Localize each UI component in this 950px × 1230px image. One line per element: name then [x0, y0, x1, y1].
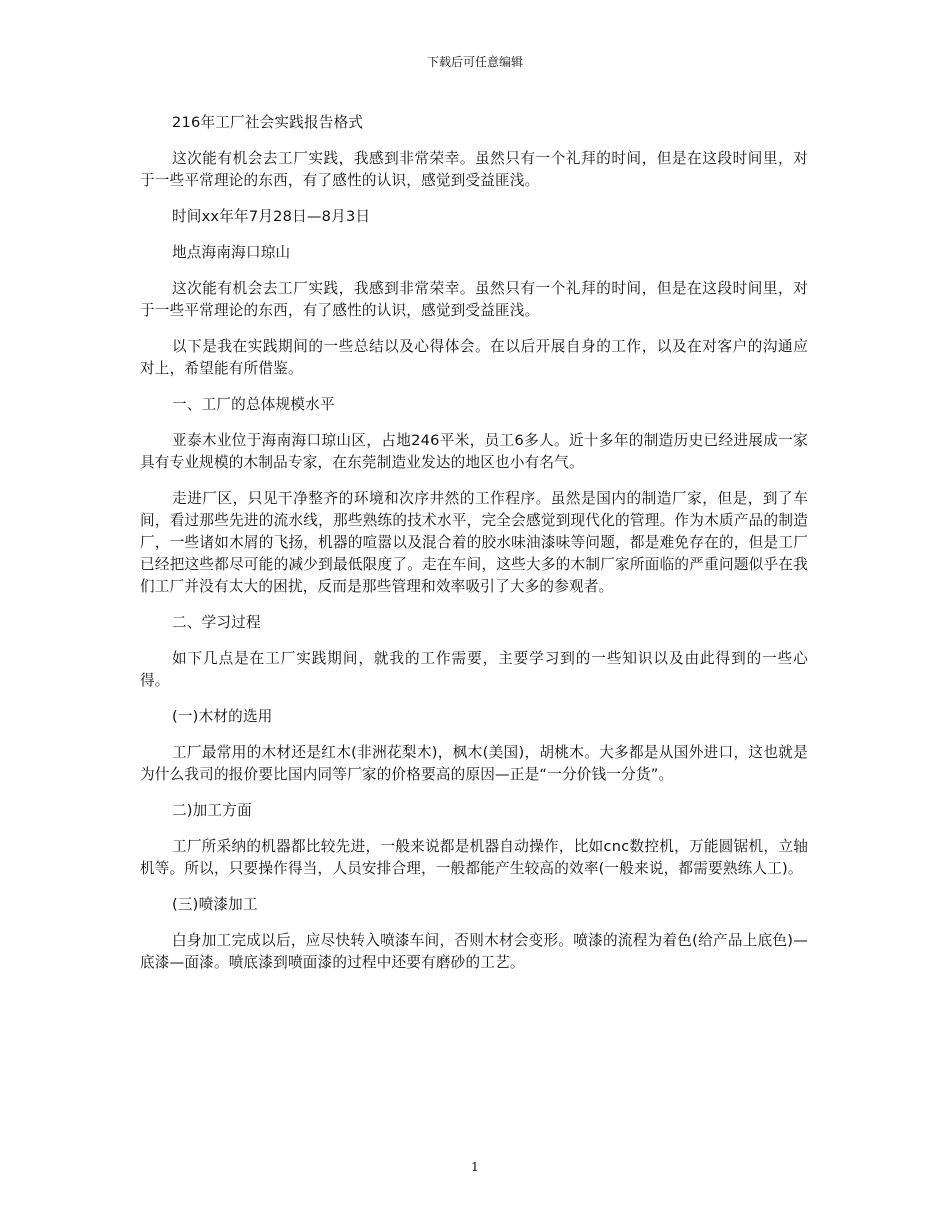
learning-paragraph: 如下几点是在工厂实践期间，就我的工作需要，主要学习到的一些知识以及由此得到的一些心得。 — [140, 650, 808, 689]
time-line: 时间xx年年7月28日—8月3日 — [172, 208, 371, 225]
page-header: 下载后可任意编辑 — [426, 55, 523, 69]
wood-paragraph: 工厂最常用的木材还是红木(非洲花梨木)，枫木(美国)，胡桃木。大多都是从国外进口，这也就是为什么我司的报价要比国内同等厂家的价格要高的原因—正是“一分价钱一分货”。 — [140, 744, 808, 783]
summary-paragraph: 以下是我在实践期间的一些总结以及心得体会。在以后开展自身的工作，以及在对客户的沟通应对上，希望能有所借鉴。 — [140, 338, 808, 377]
subheading-processing: 二)加工方面 — [172, 802, 252, 819]
company-paragraph: 亚泰木业位于海南海口琼山区，占地246平米，员工6多人。近十多年的制造历史已经进展成一家具有专业规模的木制品专家，在东莞制造业发达的地区也小有名气。 — [140, 432, 808, 471]
location-line: 地点海南海口琼山 — [172, 244, 291, 261]
factory-paragraph: 走进厂区，只见干净整齐的环境和次序井然的工作程序。虽然是国内的制造厂家，但是，到了车间，看过那些先进的流水线，那些熟练的技术水平，完全会感觉到现代化的管理。作为木质产品的制造厂，一些诸如木屑的飞扬，机器的喧嚣以及混合着的胶水味油漆味等问题，都是难免存在的，但是工厂已经把这些都尽可能的减少到最低限度了。走在车间，这些大多的木制厂家所面临的严重问题似乎在我们工厂并没有太大的困扰，反而是那些管理和效率吸引了大多的参观者。 — [140, 490, 808, 595]
section-heading-2: 二、学习过程 — [172, 614, 261, 631]
document-body — [140, 112, 808, 988]
painting-paragraph: 白身加工完成以后，应尽快转入喷漆车间，否则木材会变形。喷漆的流程为着色(给产品上底色)—底漆—面漆。喷底漆到喷面漆的过程中还要有磨砂的工艺。 — [140, 932, 808, 971]
page-number: 1 — [471, 1160, 479, 1174]
intro-paragraph: 这次能有机会去工厂实践，我感到非常荣幸。虽然只有一个礼拜的时间，但是在这段时间里，对于一些平常理论的东西，有了感性的认识，感觉到受益匪浅。 — [140, 150, 808, 189]
subheading-wood: (一)木材的选用 — [172, 708, 273, 725]
intro-paragraph-repeat: 这次能有机会去工厂实践，我感到非常荣幸。虽然只有一个礼拜的时间，但是在这段时间里，对于一些平常理论的东西，有了感性的认识，感觉到受益匪浅。 — [140, 280, 808, 319]
document-title: 216年工厂社会实践报告格式 — [172, 114, 364, 131]
section-heading-1: 一、工厂的总体规模水平 — [172, 396, 335, 413]
processing-paragraph: 工厂所采纳的机器都比较先进，一般来说都是机器自动操作，比如cnc数控机，万能圆锯机，立轴机等。所以，只要操作得当，人员安排合理，一般都能产生较高的效率(一般来说，都需要熟练人工)。 — [140, 838, 808, 877]
subheading-painting: (三)喷漆加工 — [172, 896, 258, 913]
